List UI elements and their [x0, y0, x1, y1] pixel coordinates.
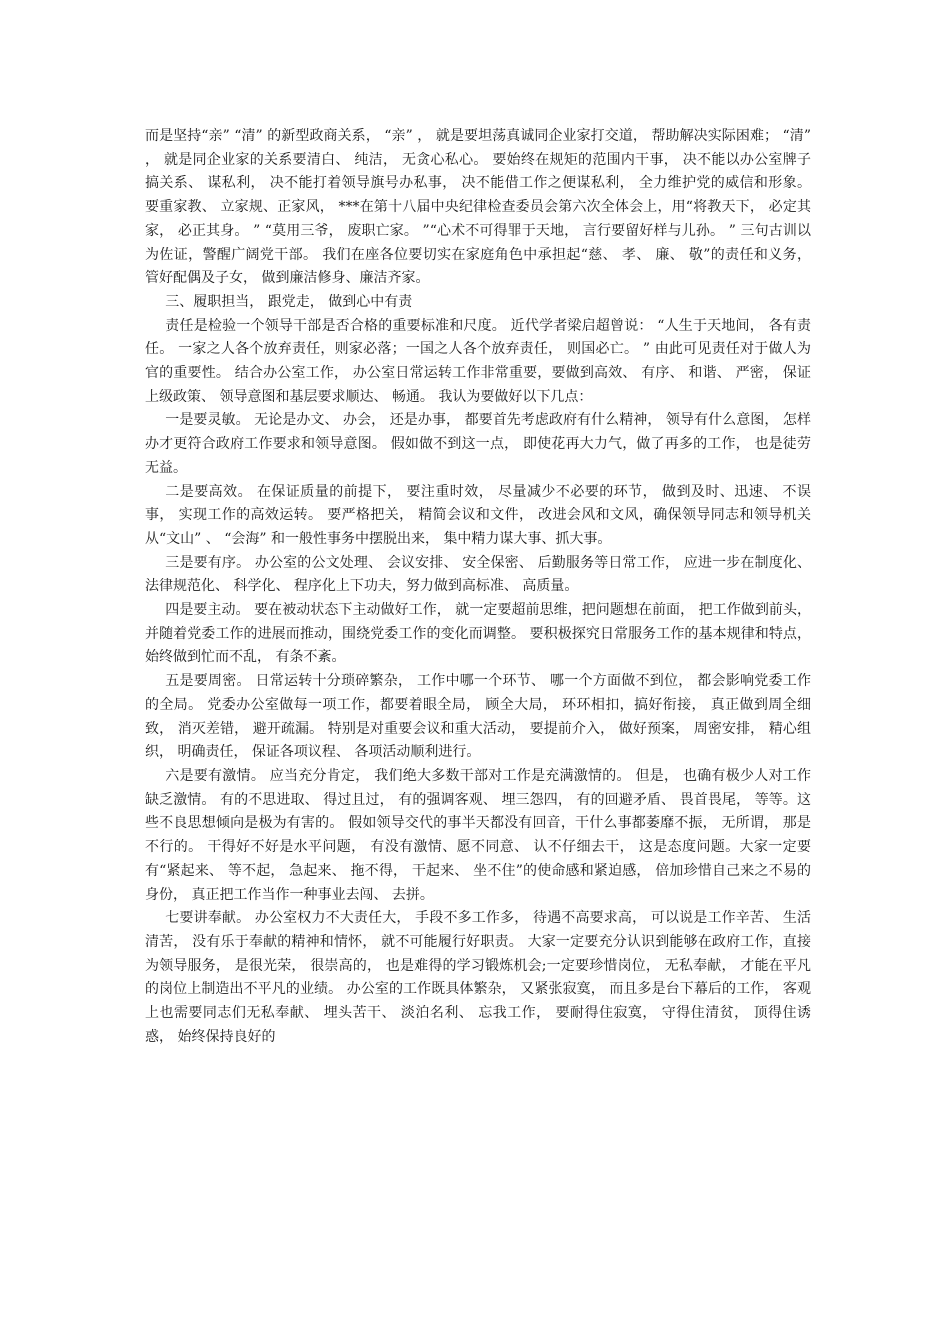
paragraph-4: 二是要高效。 在保证质量的前提下， 要注重时效， 尽量减少不必要的环节， 做到及时、迅速、 不误事， 实现工作的高效运转。 要严格把关， 精简会议和文件， 改进会风和文风，确保领导同志和领导机关从“文山” 、 “会海” 和一般性事务中摆脱出来， 集中精力谋大事、抓大事。 [145, 483, 811, 547]
document-body [145, 125, 811, 1049]
paragraph-7: 五是要周密。 日常运转十分琐碎繁杂， 工作中哪一个环节、 哪一个方面做不到位， 都会影响党委工作的全局。 党委办公室做每一项工作，都要着眼全局， 顾全大局， 环环相扣，搞好衔接， 真正做到周全细致， 消灭差错， 避开疏漏。 特别是对重要会议和重大活动， 要提前介入， 做好预案， 周密安排， 精心组织， 明确责任， 保证各项议程、 各项活动顺利进行。 [145, 673, 811, 761]
paragraph-6: 四是要主动。 要在被动状态下主动做好工作， 就一定要超前思维，把问题想在前面， 把工作做到前头， 并随着党委工作的进展而推动，围绕党委工作的变化而调整。 要积极探究日常服务工作的基本规律和特点， 始终做到忙而不乱， 有条不紊。 [145, 602, 811, 666]
paragraph-1: 而是坚持“亲” “清” 的新型政商关系， “亲” ， 就是要坦荡真诚同企业家打交道， 帮助解决实际困难； “清” ， 就是同企业家的关系要清白、 纯洁， 无贪心私心。 要始终在规矩的范围内干事， 决不能以办公室牌子搞关系、 谋私利， 决不能打着领导旗号办私事， 决不能借工作之便谋私利， 全力维护党的威信和形象。 要重家教、 立家规、正家风， ***在第十八届中央纪律检查委员会第六次全体会上，用“将教天下， 必定其家， 必正其身。 ” “莫用三爷， 废职亡家。 ”“心术不可得罪于天地， 言行要留好样与儿孙。 ” 三句古训以为佐证，警醒广阔党干部。 我们在座各位要切实在家庭角色中承担起“慈、 孝、 廉、 敬”的责任和义务， 管好配偶及子女， 做到廉洁修身、廉洁齐家。 [145, 128, 811, 287]
paragraph-8: 六是要有激情。 应当充分肯定， 我们绝大多数干部对工作是充满激情的。 但是， 也确有极少人对工作缺乏激情。 有的不思进取、 得过且过， 有的强调客观、 埋三怨四， 有的回避矛盾、 畏首畏尾， 等等。这些不良思想倾向是极为有害的。 假如领导交代的事半天都没有回音，干什么事都萎靡不振， 无所谓， 那是不行的。 干得好不好是水平问题， 有没有激情、愿不同意、 认不仔细去干， 这是态度问题。大家一定要有“紧起来、 等不起， 急起来、 拖不得， 干起来、 坐不住”的使命感和紧迫感， 倍加珍惜自己来之不易的身份， 真正把工作当作一种事业去闯、 去拼。 [145, 767, 811, 903]
section-heading: 三、履职担当， 跟党走， 做到心中有责 [165, 293, 413, 310]
paragraph-3: 一是要灵敏。 无论是办文、 办会， 还是办事， 都要首先考虑政府有什么精神， 领导有什么意图， 怎样办才更符合政府工作要求和领导意图。 假如做不到这一点， 即使花再大力气，做了再多的工作， 也是徒劳无益。 [145, 412, 811, 476]
paragraph-9: 七要讲奉献。 办公室权力不大责任大， 手段不多工作多， 待遇不高要求高， 可以说是工作辛苦、 生活清苦， 没有乐于奉献的精神和情怀， 就不可能履行好职责。 大家一定要充分认识到能够在政府工作，直接为领导服务， 是很光荣， 很崇高的， 也是难得的学习锻炼机会;一定要珍惜岗位， 无私奉献， 才能在平凡的岗位上制造出不平凡的业绩。 办公室的工作既具体繁杂， 又紧张寂寞， 而且多是台下幕后的工作， 客观上也需要同志们无私奉献、 埋头苦干、 淡泊名利、 忘我工作， 要耐得住寂寞， 守得住清贫， 顶得住诱惑， 始终保持良好的 [145, 910, 811, 1045]
paragraph-5: 三是要有序。 办公室的公文处理、 会议安排、 安全保密、 后勤服务等日常工作， 应进一步在制度化、 法律规范化、 科学化、 程序化上下功夫，努力做到高标准、 高质量。 [145, 554, 811, 595]
paragraph-2: 责任是检验一个领导干部是否合格的重要标准和尺度。 近代学者梁启超曾说： “人生于天地间， 各有责任。 一家之人各个放弃责任，则家必落；一国之人各个放弃责任， 则国必亡。 ” 由此可见责任对于做人为官的重要性。 结合办公室工作， 办公室日常运转工作非常重要，要做到高效、 有序、 和谐、 严密， 保证上级政策、 领导意图和基层要求顺达、 畅通。 我认为要做好以下几点： [145, 317, 811, 405]
